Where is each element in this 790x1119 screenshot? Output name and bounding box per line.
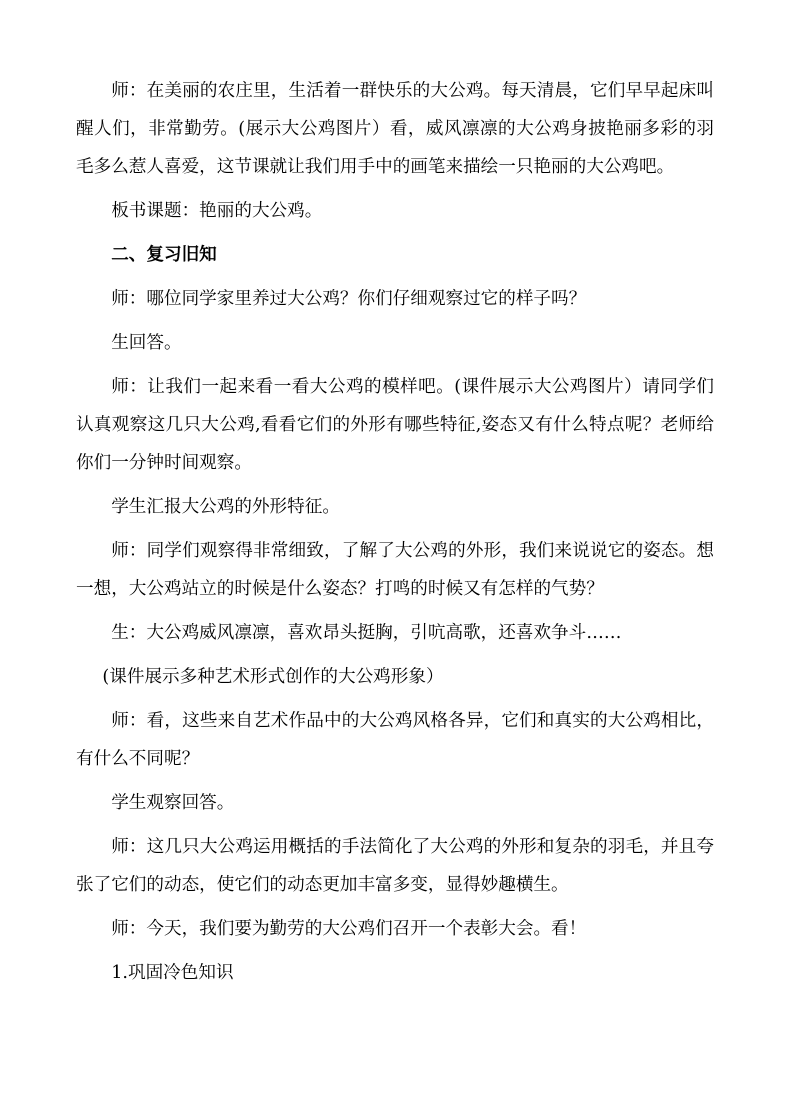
paragraph-meeting: 师：今天，我们要为勤劳的大公鸡们召开一个表彰大会。看！ — [111, 919, 587, 939]
paragraph-question: 师：哪位同学家里养过大公鸡？你们仔细观察过它的样子吗？ — [111, 289, 587, 309]
paragraph-summary: 师：这几只大公鸡运用概括的手法简化了大公鸡的外形和复杂的羽毛，并且夸张了它们的动态，使它们的动态更加丰富多变，显得妙趣横生。 — [76, 837, 714, 895]
section-heading-review: 二、复习旧知 — [111, 245, 217, 265]
paragraph-observe: 师：让我们一起来看一看大公鸡的模样吧。(课件展示大公鸡图片）请同学们认真观察这几只大公鸡,看看它们的外形有哪些特征,姿态又有什么特点呢？老师给你们一分钟时间观察。 — [76, 377, 714, 473]
paragraph-student-answer: 生回答。 — [111, 333, 182, 353]
paragraph-intro: 师：在美丽的农庄里，生活着一群快乐的大公鸡。每天清晨，它们早早起床叫醒人们，非常勤劳。(展示大公鸡图片）看，威风凛凛的大公鸡身披艳丽多彩的羽毛多么惹人喜爱，这节课就让我们用手中的画笔来描绘一只艳丽的大公鸡吧。 — [76, 81, 714, 177]
paragraph-student-reply: 生：大公鸡威风凛凛，喜欢昂头挺胸，引吭高歌，还喜欢争斗…… — [111, 623, 622, 643]
paragraph-subsection: 1.巩固冷色知识 — [111, 963, 234, 983]
document-page — [76, 72, 714, 998]
paragraph-board-title: 板书课题：艳丽的大公鸡。 — [111, 201, 323, 221]
paragraph-courseware-note: (课件展示多种艺术形式创作的大公鸡形象） — [102, 667, 444, 687]
paragraph-student-report: 学生汇报大公鸡的外形特征。 — [111, 497, 340, 517]
paragraph-posture: 师：同学们观察得非常细致，了解了大公鸡的外形，我们来说说它的姿态。想一想，大公鸡站立的时候是什么姿态？打鸣的时候又有怎样的气势？ — [76, 541, 714, 599]
paragraph-compare: 师：看，这些来自艺术作品中的大公鸡风格各异，它们和真实的大公鸡相比，有什么不同呢？ — [76, 711, 714, 769]
paragraph-student-observe: 学生观察回答。 — [111, 793, 235, 813]
